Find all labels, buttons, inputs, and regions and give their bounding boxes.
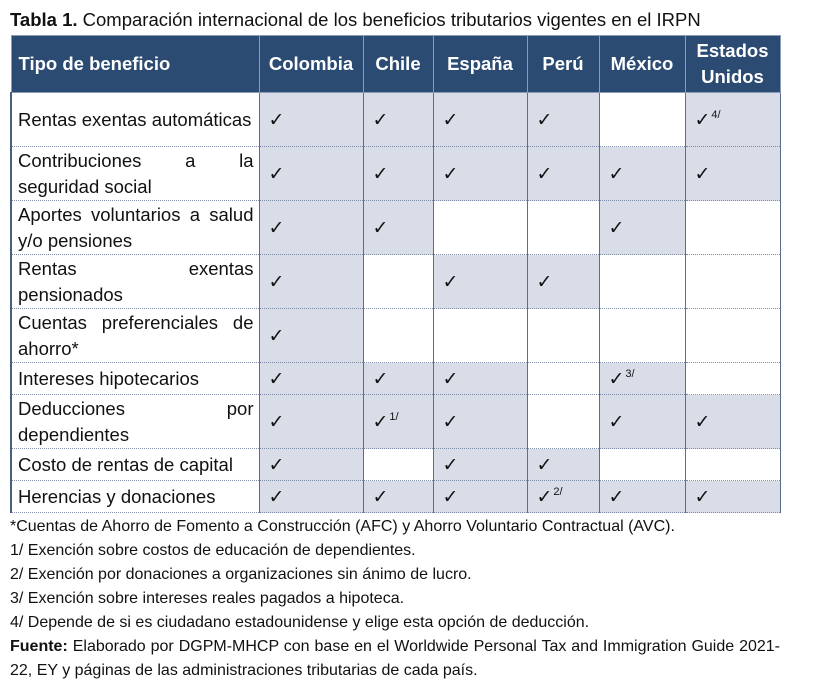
table-title-label: Tabla 1. xyxy=(10,9,78,30)
cell-colombia xyxy=(259,363,363,395)
cell-españa xyxy=(433,395,527,449)
note-2: 2/ Exención por donaciones a organizaciones sin ánimo de lucro. xyxy=(10,566,472,583)
cell-españa xyxy=(433,449,527,481)
row-label: Costo de rentas de capital xyxy=(11,449,259,481)
table-row xyxy=(11,481,780,513)
source-note xyxy=(10,635,780,683)
check-icon: ✓ xyxy=(442,367,459,390)
cell-españa xyxy=(433,309,527,363)
benefits-table xyxy=(10,35,781,513)
cell-estados-unidos xyxy=(685,363,780,395)
cell-españa xyxy=(433,255,527,309)
cell-colombia xyxy=(259,201,363,255)
cell-chile xyxy=(363,449,433,481)
check-icon: ✓ xyxy=(372,485,389,508)
cell-perú xyxy=(527,395,599,449)
header-estados-unidos: Estados Unidos xyxy=(685,36,780,93)
table-row xyxy=(11,395,780,449)
cell-colombia xyxy=(259,147,363,201)
check-icon: ✓ xyxy=(694,162,711,185)
cell-méxico xyxy=(599,481,685,513)
check-icon: ✓ xyxy=(268,162,285,185)
check-icon: ✓ xyxy=(268,485,285,508)
check-icon: ✓ xyxy=(608,216,625,239)
note-1: 1/ Exención sobre costos de educación de dependientes. xyxy=(10,542,416,559)
footnote-marker: 3/ xyxy=(625,367,635,380)
check-icon: ✓ xyxy=(268,367,285,390)
cell-españa xyxy=(433,93,527,147)
cell-perú xyxy=(527,309,599,363)
check-icon: ✓ xyxy=(694,485,711,508)
cell-méxico xyxy=(599,255,685,309)
check-icon: ✓ xyxy=(694,108,711,131)
cell-perú xyxy=(527,93,599,147)
table-header-row xyxy=(11,36,780,93)
check-icon: ✓ xyxy=(442,270,459,293)
cell-españa xyxy=(433,147,527,201)
row-label: Deducciones por dependientes xyxy=(11,395,259,449)
cell-estados-unidos xyxy=(685,93,780,147)
cell-méxico xyxy=(599,201,685,255)
cell-estados-unidos xyxy=(685,147,780,201)
cell-estados-unidos xyxy=(685,309,780,363)
cell-estados-unidos xyxy=(685,395,780,449)
check-icon: ✓ xyxy=(608,367,625,390)
cell-chile xyxy=(363,309,433,363)
check-icon: ✓ xyxy=(372,216,389,239)
table-row xyxy=(11,255,780,309)
row-label: Rentas exentas pensionados xyxy=(11,255,259,309)
check-icon: ✓ xyxy=(536,485,553,508)
cell-chile xyxy=(363,255,433,309)
check-icon: ✓ xyxy=(608,485,625,508)
footnote-marker: 4/ xyxy=(711,108,721,121)
cell-méxico xyxy=(599,93,685,147)
table-row xyxy=(11,93,780,147)
table-title-text: Comparación internacional de los beneficios tributarios vigentes en el IRPN xyxy=(82,9,701,30)
check-icon: ✓ xyxy=(536,162,553,185)
cell-perú xyxy=(527,449,599,481)
cell-españa xyxy=(433,363,527,395)
cell-estados-unidos xyxy=(685,255,780,309)
check-icon: ✓ xyxy=(442,162,459,185)
cell-chile xyxy=(363,93,433,147)
cell-colombia xyxy=(259,93,363,147)
cell-chile xyxy=(363,481,433,513)
footnote-marker: 2/ xyxy=(553,485,563,498)
cell-colombia xyxy=(259,309,363,363)
check-icon: ✓ xyxy=(372,108,389,131)
row-label: Rentas exentas automáticas xyxy=(11,93,259,147)
cell-perú xyxy=(527,481,599,513)
header-colombia: Colombia xyxy=(259,36,363,93)
check-icon: ✓ xyxy=(608,162,625,185)
source-text: Elaborado por DGPM-MHCP con base en el Worldwide Personal Tax and Immigration Guide 2021-22, EY y páginas de las administraciones tributarias de cada país. xyxy=(10,638,781,679)
cell-colombia xyxy=(259,481,363,513)
check-icon: ✓ xyxy=(442,108,459,131)
header-chile: Chile xyxy=(363,36,433,93)
cell-colombia xyxy=(259,395,363,449)
cell-colombia xyxy=(259,449,363,481)
table-notes xyxy=(10,515,780,683)
cell-chile xyxy=(363,363,433,395)
check-icon: ✓ xyxy=(442,410,459,433)
row-label: Aportes voluntarios a salud y/o pensiones xyxy=(11,201,259,255)
cell-méxico xyxy=(599,449,685,481)
table-row xyxy=(11,449,780,481)
cell-españa xyxy=(433,201,527,255)
header-peru: Perú xyxy=(527,36,599,93)
header-tipo-beneficio: Tipo de beneficio xyxy=(11,36,259,93)
check-icon: ✓ xyxy=(536,453,553,476)
header-espana: España xyxy=(433,36,527,93)
cell-méxico xyxy=(599,395,685,449)
check-icon: ✓ xyxy=(372,410,389,433)
check-icon: ✓ xyxy=(372,367,389,390)
table-row xyxy=(11,147,780,201)
cell-perú xyxy=(527,255,599,309)
cell-méxico xyxy=(599,147,685,201)
source-label: Fuente: xyxy=(10,638,68,655)
row-label: Intereses hipotecarios xyxy=(11,363,259,395)
check-icon: ✓ xyxy=(536,270,553,293)
cell-méxico xyxy=(599,309,685,363)
table-title xyxy=(10,8,780,34)
note-asterisk: *Cuentas de Ahorro de Fomento a Construcción (AFC) y Ahorro Voluntario Contractual (AVC). xyxy=(10,518,675,535)
check-icon: ✓ xyxy=(372,162,389,185)
cell-méxico xyxy=(599,363,685,395)
cell-colombia xyxy=(259,255,363,309)
row-label: Herencias y donaciones xyxy=(11,481,259,513)
check-icon: ✓ xyxy=(442,485,459,508)
row-label: Cuentas preferenciales de ahorro* xyxy=(11,309,259,363)
check-icon: ✓ xyxy=(268,453,285,476)
check-icon: ✓ xyxy=(268,270,285,293)
note-4: 4/ Depende de si es ciudadano estadounidense y elige esta opción de deducción. xyxy=(10,614,590,631)
table-row xyxy=(11,309,780,363)
cell-estados-unidos xyxy=(685,481,780,513)
cell-perú xyxy=(527,147,599,201)
check-icon: ✓ xyxy=(608,410,625,433)
cell-españa xyxy=(433,481,527,513)
cell-perú xyxy=(527,201,599,255)
check-icon: ✓ xyxy=(268,324,285,347)
table-body xyxy=(11,93,780,513)
check-icon: ✓ xyxy=(268,108,285,131)
check-icon: ✓ xyxy=(442,453,459,476)
check-icon: ✓ xyxy=(694,410,711,433)
cell-chile xyxy=(363,147,433,201)
table-row xyxy=(11,201,780,255)
row-label: Contribuciones a la seguridad social xyxy=(11,147,259,201)
cell-estados-unidos xyxy=(685,449,780,481)
check-icon: ✓ xyxy=(268,410,285,433)
check-icon: ✓ xyxy=(268,216,285,239)
check-icon: ✓ xyxy=(536,108,553,131)
cell-chile xyxy=(363,395,433,449)
note-3: 3/ Exención sobre intereses reales pagados a hipoteca. xyxy=(10,590,405,607)
cell-perú xyxy=(527,363,599,395)
document-page xyxy=(10,8,780,683)
cell-estados-unidos xyxy=(685,201,780,255)
footnote-marker: 1/ xyxy=(389,410,399,423)
table-row xyxy=(11,363,780,395)
cell-chile xyxy=(363,201,433,255)
header-mexico: México xyxy=(599,36,685,93)
